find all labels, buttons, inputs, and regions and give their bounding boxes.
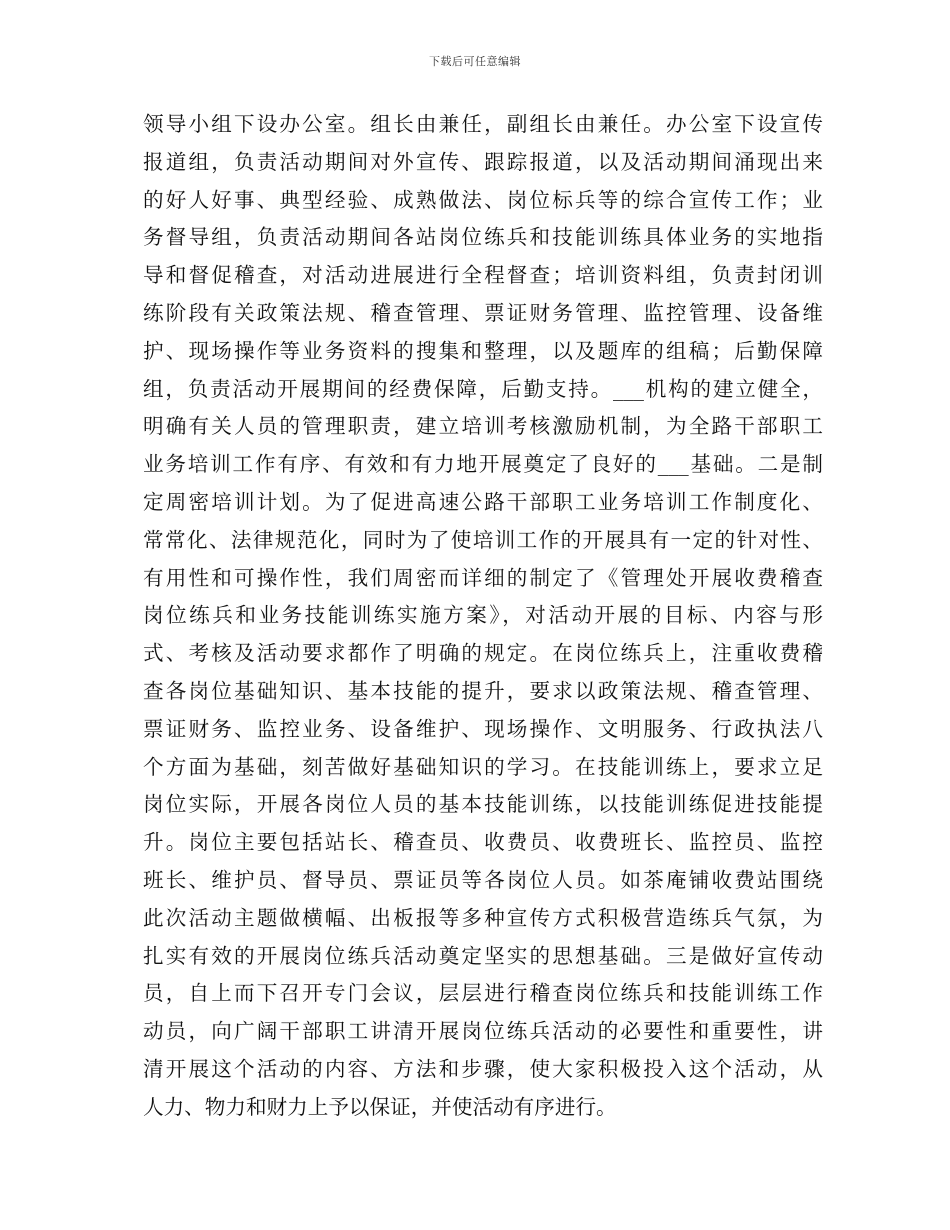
text-line: 此次活动主题做横幅、出板报等多种宣传方式积极营造练兵气氛，为: [143, 905, 823, 930]
page-header: 下载后可任意编辑: [429, 55, 521, 68]
text-line: 员，自上而下召开专门会议，层层进行稽查岗位练兵和技能训练工作: [143, 981, 823, 1006]
text-line: 务督导组，负责活动期间各站岗位练兵和技能训练具体业务的实地指: [143, 225, 823, 250]
text-line: 票证财务、监控业务、设备维护、现场操作、文明服务、行政执法八: [143, 716, 823, 741]
text-line: 扎实有效的开展岗位练兵活动奠定坚实的思想基础。三是做好宣传动: [143, 943, 823, 968]
text-line: 明确有关人员的管理职责，建立培训考核激励机制，为全路干部职工: [143, 414, 823, 439]
text-line: 组，负责活动开展期间的经费保障，后勤支持。___机构的建立健全，: [143, 376, 823, 401]
text-line: 的好人好事、典型经验、成熟做法、岗位标兵等的综合宣传工作；业: [143, 187, 823, 212]
text-line: 清开展这个活动的内容、方法和步骤，使大家积极投入这个活动，从: [143, 1056, 823, 1081]
text-line: 人力、物力和财力上予以保证，并使活动有序进行。: [143, 1094, 617, 1119]
text-line: 业务培训工作有序、有效和有力地开展奠定了良好的___基础。二是制: [143, 452, 823, 477]
text-line: 报道组，负责活动期间对外宣传、跟踪报道，以及活动期间涌现出来: [143, 149, 823, 174]
text-line: 岗位练兵和业务技能训练实施方案》，对活动开展的目标、内容与形: [143, 603, 823, 628]
text-line: 有用性和可操作性，我们周密而详细的制定了《管理处开展收费稽查: [143, 565, 823, 590]
text-line: 升。岗位主要包括站长、稽查员、收费员、收费班长、监控员、监控: [143, 830, 823, 855]
text-line: 常常化、法律规范化，同时为了使培训工作的开展具有一定的针对性、: [143, 527, 823, 552]
text-line: 式、考核及活动要求都作了明确的规定。在岗位练兵上，注重收费稽: [143, 641, 823, 666]
text-line: 查各岗位基础知识、基本技能的提升，要求以政策法规、稽查管理、: [143, 678, 823, 703]
body-paragraph: [143, 106, 823, 1127]
text-line: 练阶段有关政策法规、稽查管理、票证财务管理、监控管理、设备维: [143, 300, 823, 325]
text-line: 领导小组下设办公室。组长由兼任，副组长由兼任。办公室下设宣传: [143, 112, 823, 136]
text-line: 动员，向广阔干部职工讲清开展岗位练兵活动的必要性和重要性，讲: [143, 1019, 823, 1044]
text-line: 护、现场操作等业务资料的搜集和整理，以及题库的组稿；后勤保障: [143, 338, 823, 363]
text-line: 导和督促稽查，对活动进展进行全程督查；培训资料组，负责封闭训: [143, 263, 823, 288]
text-line: 岗位实际，开展各岗位人员的基本技能训练，以技能训练促进技能提: [143, 792, 823, 817]
text-line: 班长、维护员、督导员、票证员等各岗位人员。如茶庵铺收费站围绕: [143, 867, 823, 892]
text-line: 个方面为基础，刻苦做好基础知识的学习。在技能训练上，要求立足: [143, 754, 823, 779]
text-line: 定周密培训计划。为了促进高速公路干部职工业务培训工作制度化、: [143, 489, 823, 514]
